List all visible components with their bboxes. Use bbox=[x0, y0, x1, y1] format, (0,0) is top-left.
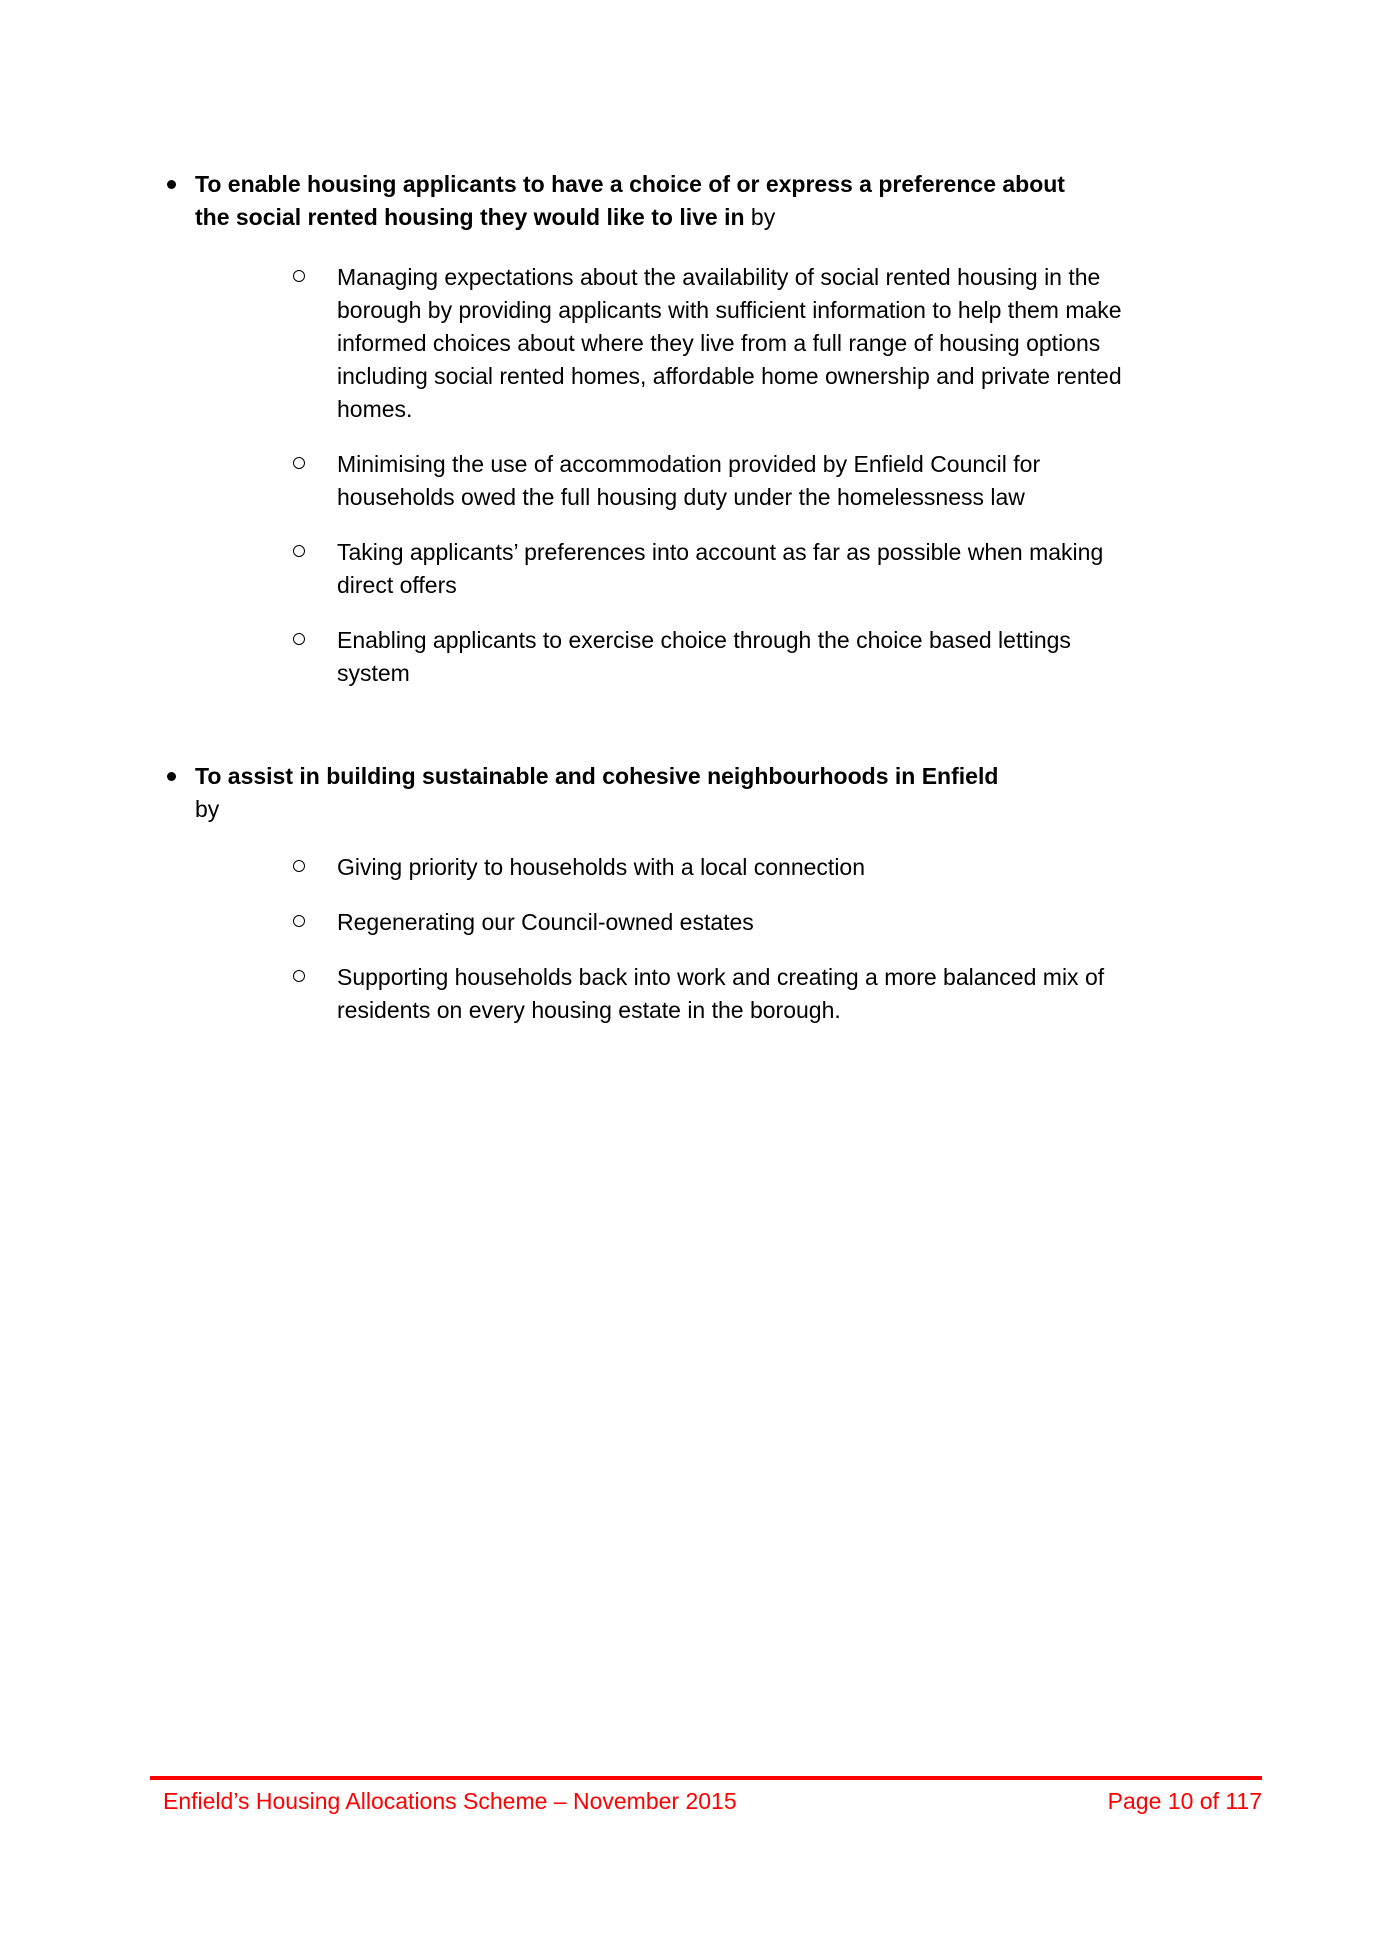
circle-bullet-icon bbox=[293, 261, 337, 426]
sub-bullet-text: Giving priority to households with a local connection bbox=[337, 854, 866, 880]
objective-heading-bold: To assist in building sustainable and cohesive neighbourhoods in Enfield bbox=[195, 763, 999, 789]
objective-heading-bold: To enable housing applicants to have a choice of or express a preference about the social rented housing they would like to live in bbox=[195, 171, 1065, 230]
sub-bullet-item bbox=[293, 624, 1137, 690]
objective-heading bbox=[195, 168, 1095, 234]
footer-text-row bbox=[150, 1780, 1262, 1815]
circle-bullet-icon bbox=[293, 961, 337, 1027]
bullet-dot-icon bbox=[167, 760, 195, 826]
bullet-dot-icon bbox=[167, 168, 195, 234]
circle-bullet-icon bbox=[293, 624, 337, 690]
circle-bullet-icon bbox=[293, 906, 337, 939]
objective-heading-suffix: by bbox=[195, 796, 220, 822]
sub-bullet-text: Managing expectations about the availability of social rented housing in the borough by providing applicants with sufficient information to help them make informed choices about where they live from a full range of housing options including social rented homes, affordable home ownership and private rented homes. bbox=[337, 264, 1122, 422]
footer-document-title: Enfield’s Housing Allocations Scheme – November 2015 bbox=[163, 1788, 737, 1814]
circle-bullet-icon bbox=[293, 448, 337, 514]
sub-bullet-item bbox=[293, 851, 1137, 884]
bullet-item bbox=[167, 760, 1137, 826]
objective-heading-suffix: by bbox=[750, 204, 776, 230]
objective-section-2 bbox=[167, 760, 1137, 1027]
sub-bullet-item bbox=[293, 536, 1137, 602]
sub-bullet-item bbox=[293, 906, 1137, 939]
circle-bullet-icon bbox=[293, 536, 337, 602]
sub-bullet-text: Minimising the use of accommodation provided by Enfield Council for households owed the full housing duty under the homelessness law bbox=[337, 451, 1041, 510]
objective-heading bbox=[195, 760, 1095, 826]
page-content bbox=[167, 168, 1137, 1049]
sub-bullet-text: Regenerating our Council-owned estates bbox=[337, 909, 754, 935]
sub-bullet-list bbox=[293, 851, 1137, 1027]
footer-page-number: Page 10 of 117 bbox=[1107, 1788, 1262, 1814]
sub-bullet-list bbox=[293, 261, 1137, 690]
objective-section-1 bbox=[167, 168, 1137, 690]
sub-bullet-item bbox=[293, 261, 1137, 426]
sub-bullet-item bbox=[293, 961, 1137, 1027]
sub-bullet-item bbox=[293, 448, 1137, 514]
sub-bullet-text: Taking applicants’ preferences into account as far as possible when making direct offers bbox=[337, 539, 1104, 598]
circle-bullet-icon bbox=[293, 851, 337, 884]
footer bbox=[150, 1776, 1262, 1815]
sub-bullet-text: Supporting households back into work and creating a more balanced mix of residents on every housing estate in the borough. bbox=[337, 964, 1105, 1023]
sub-bullet-text: Enabling applicants to exercise choice through the choice based lettings system bbox=[337, 627, 1071, 686]
bullet-item bbox=[167, 168, 1137, 234]
